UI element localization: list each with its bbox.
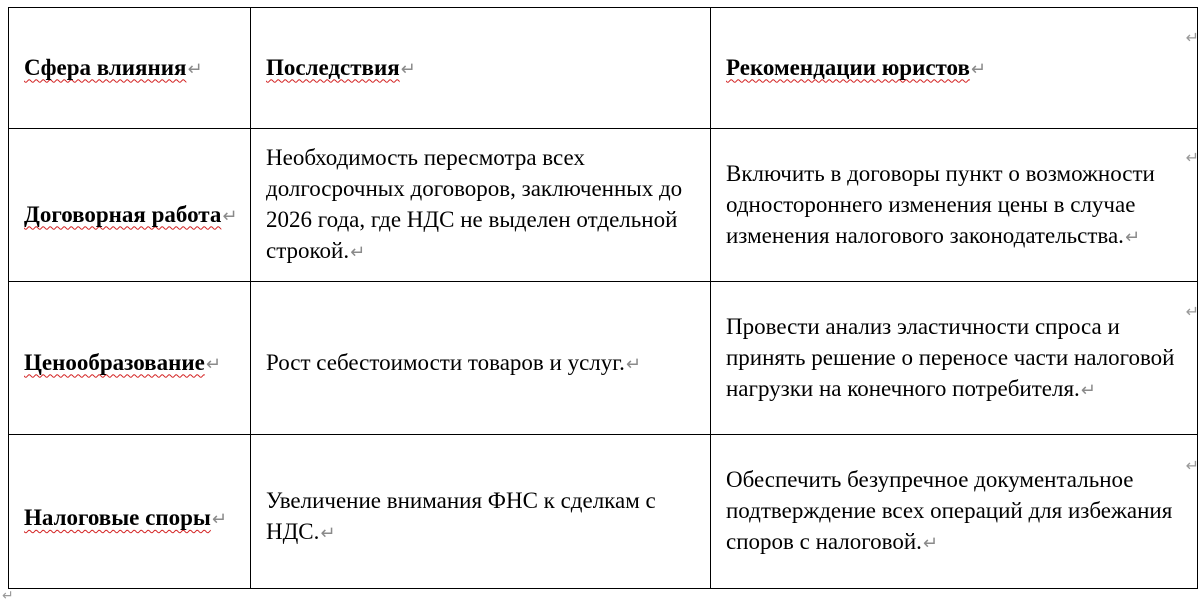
paragraph-mark: ↵ xyxy=(320,522,336,544)
consequences-text: Необходимость пересмотра всех долгосрочных договоров, заключенных до 2026 года, где НДС не выделен отдельной строкой. xyxy=(266,145,683,263)
header-recommendations-text: Рекомендации юристов xyxy=(726,54,970,80)
recommendations-cell[interactable] xyxy=(711,435,1198,589)
table-row xyxy=(9,282,1198,435)
consequences-text: Рост себестоимости товаров и услуг. xyxy=(266,349,625,375)
paragraph-mark: ↵ xyxy=(205,353,221,375)
area-cell[interactable] xyxy=(9,435,251,589)
paragraph-mark: ↵ xyxy=(222,205,238,227)
area-cell[interactable] xyxy=(9,282,251,435)
end-of-row-mark: ↵ xyxy=(1185,456,1199,475)
paragraph-mark: ↵ xyxy=(625,353,641,375)
table-row xyxy=(9,129,1198,282)
header-cell-recommendations[interactable] xyxy=(711,8,1198,129)
table-header-row xyxy=(9,8,1198,129)
recommendations-cell[interactable] xyxy=(711,129,1198,282)
consequences-cell[interactable] xyxy=(251,282,711,435)
end-of-row-mark: ↵ xyxy=(1185,148,1199,167)
end-of-row-mark: ↵ xyxy=(1185,302,1199,321)
document-table xyxy=(8,7,1198,589)
paragraph-mark: ↵ xyxy=(187,58,203,80)
recommendations-text: Включить в договоры пункт о возможности одностороннего изменения цены в случае изменения налогового законодательства. xyxy=(726,160,1155,248)
paragraph-mark: ↵ xyxy=(1080,379,1096,401)
recommendations-text: Провести анализ эластичности спроса и принять решение о переносе части налоговой нагрузки на конечного потребителя. xyxy=(726,313,1175,401)
header-consequences-text: Последствия xyxy=(266,54,400,80)
consequences-cell[interactable] xyxy=(251,129,711,282)
header-cell-consequences[interactable] xyxy=(251,8,711,129)
header-area-text: Сфера влияния xyxy=(24,54,187,80)
header-cell-area[interactable] xyxy=(9,8,251,129)
area-text: Ценообразование xyxy=(24,349,205,375)
recommendations-cell[interactable] xyxy=(711,282,1198,435)
paragraph-mark: ↵ xyxy=(400,58,416,80)
paragraph-mark-after-table: ↵ xyxy=(2,588,14,604)
area-cell[interactable] xyxy=(9,129,251,282)
paragraph-mark: ↵ xyxy=(970,58,986,80)
paragraph-mark: ↵ xyxy=(922,533,938,554)
area-text: Налоговые споры xyxy=(24,505,211,530)
consequences-cell[interactable] xyxy=(251,435,711,589)
consequences-text: Увеличение внимания ФНС к сделкам с НДС. xyxy=(266,487,656,544)
end-of-row-mark: ↵ xyxy=(1185,28,1199,47)
paragraph-mark: ↵ xyxy=(1124,226,1141,248)
paragraph-mark: ↵ xyxy=(211,509,227,530)
paragraph-mark: ↵ xyxy=(350,242,366,263)
area-text: Договорная работа xyxy=(24,201,222,227)
recommendations-text: Обеспечить безупречное документальное подтверждение всех операций для избежания споров с налоговой. xyxy=(726,467,1173,554)
table-row xyxy=(9,435,1198,589)
